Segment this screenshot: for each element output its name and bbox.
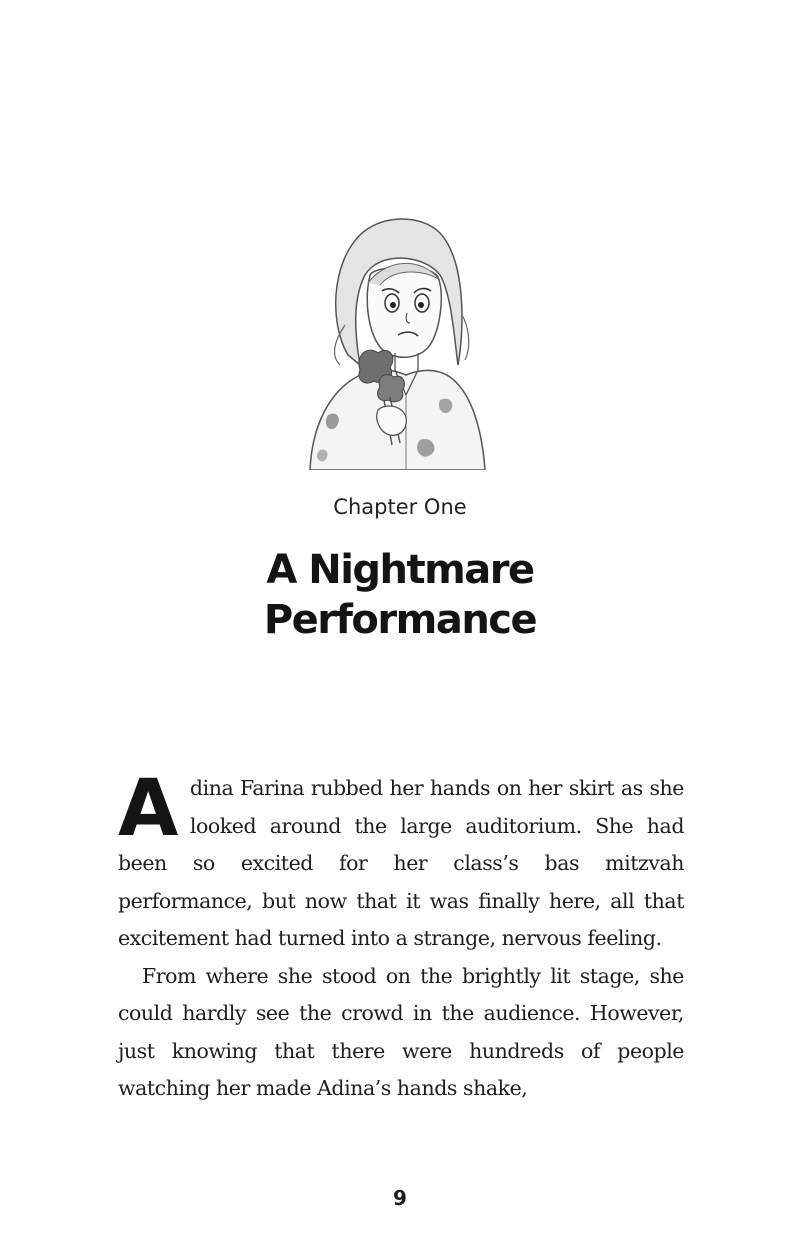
paragraph-1-text: dina Farina rubbed her hands on her skirt as she looked around the large auditorium. She had been so excited for her class’s bas mitzvah performance, but now that it was finally here, all that excitement had turned into a strange, nervous feeling. [118,776,684,950]
chapter-label: Chapter One [333,495,467,519]
chapter-illustration [300,205,490,470]
paragraph-2: From where she stood on the brightly lit stage, she could hardly see the crowd in the audience. However, just knowing that there were hundreds of people watching her made Adina’s hands shake, [118,963,684,1100]
chapter-title-line-1: A Nightmare [266,547,534,593]
page-number: 9 [393,1186,407,1210]
chapter-title-line-2: Performance [263,597,537,643]
drop-cap: A [118,764,178,854]
chapter-title [0,545,800,645]
paragraph-1 [118,764,684,958]
chapter-body-text [118,764,684,1108]
